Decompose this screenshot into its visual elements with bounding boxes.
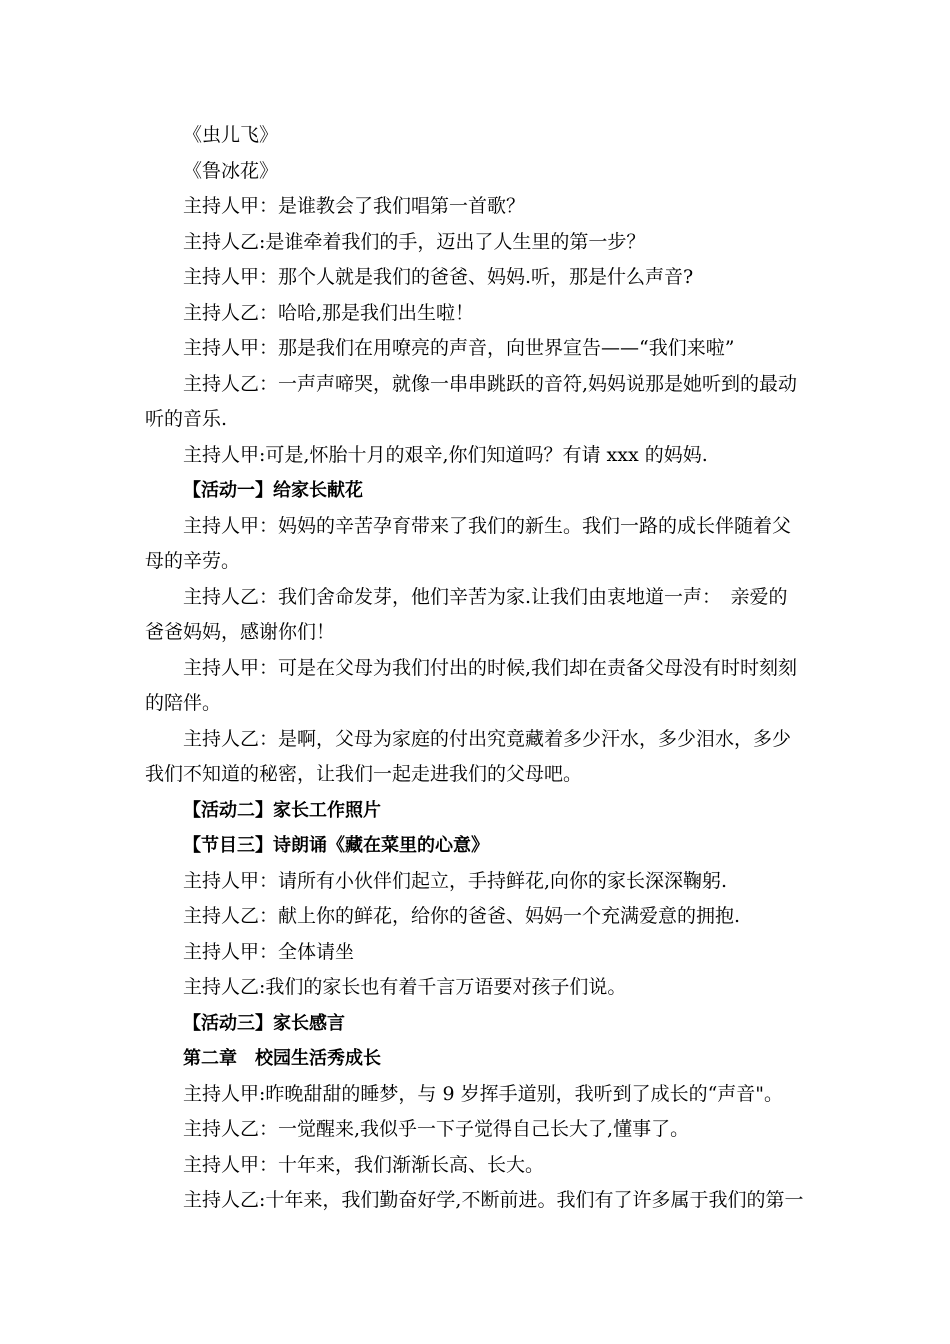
section-heading: 【活动三】家长感言	[183, 1012, 345, 1034]
song-title-line: 《鲁冰花》	[183, 159, 279, 182]
host-line: 主持人甲：妈妈的辛苦孕育带来了我们的新生。我们一路的成长伴随着父	[183, 514, 792, 537]
host-line: 主持人乙：哈哈,那是我们出生啦！	[183, 301, 475, 324]
host-line: 主持人甲：是谁教会了我们唱第一首歌？	[183, 195, 526, 217]
host-line: 主持人甲：那是我们在用嘹亮的声音，向世界宣告——“我们来啦”	[183, 337, 735, 359]
host-line: 主持人甲：请所有小伙伴们起立，手持鲜花,向你的家长深深鞠躬.	[183, 869, 728, 892]
section-heading: 【活动一】给家长献花	[183, 480, 363, 501]
host-line: 主持人甲:昨晚甜甜的睡梦，与 9 岁挥手道别，我听到了成长的“声音"。	[183, 1082, 784, 1105]
chapter-heading: 第二章 校园生活秀成长	[183, 1048, 381, 1069]
host-line: 主持人甲：可是在父母为我们付出的时候,我们却在责备父母没有时时刻刻	[183, 656, 798, 679]
host-line: 主持人甲：十年来，我们渐渐长高、长大。	[183, 1153, 545, 1176]
host-line-continuation: 母的辛劳。	[145, 550, 241, 572]
host-line: 主持人乙：一声声啼哭，就像一串串跳跃的音符,妈妈说那是她听到的最动	[183, 372, 798, 395]
host-line: 主持人乙:是谁牵着我们的手，迈出了人生里的第一步？	[183, 230, 646, 253]
section-heading: 【节目三】诗朗诵《藏在菜里的心意》	[183, 835, 489, 856]
host-line: 主持人乙：一觉醒来,我似乎一下子觉得自己长大了,懂事了。	[183, 1118, 690, 1140]
host-line: 主持人乙：我们舍命发芽，他们辛苦为家.让我们由衷地道一声： 亲爱的	[183, 585, 788, 608]
host-line: 主持人甲：那个人就是我们的爸爸、妈妈.听，那是什么声音?	[183, 266, 694, 288]
host-line-continuation: 爸爸妈妈，感谢你们！	[145, 621, 336, 643]
host-line: 主持人乙：是啊，父母为家庭的付出究竟藏着多少汗水，多少泪水，多少	[183, 727, 792, 750]
host-line-continuation: 的陪伴。	[145, 692, 222, 714]
host-line: 主持人甲：全体请坐	[183, 940, 355, 963]
song-title-line: 《虫儿飞》	[183, 124, 279, 146]
section-heading: 【活动二】家长工作照片	[183, 799, 381, 821]
host-line-continuation: 我们不知道的秘密，让我们一起走进我们的父母吧。	[145, 763, 583, 785]
document-page	[145, 118, 807, 1219]
host-line: 主持人甲:可是,怀胎十月的艰辛,你们知道吗？有请 xxx 的妈妈.	[183, 443, 708, 466]
host-line-continuation: 听的音乐.	[145, 408, 228, 430]
host-line: 主持人乙:十年来，我们勤奋好学,不断前进。我们有了许多属于我们的第一	[183, 1189, 804, 1211]
host-line: 主持人乙：献上你的鲜花，给你的爸爸、妈妈一个充满爱意的拥抱.	[183, 905, 741, 927]
host-line: 主持人乙:我们的家长也有着千言万语要对孩子们说。	[183, 976, 627, 998]
